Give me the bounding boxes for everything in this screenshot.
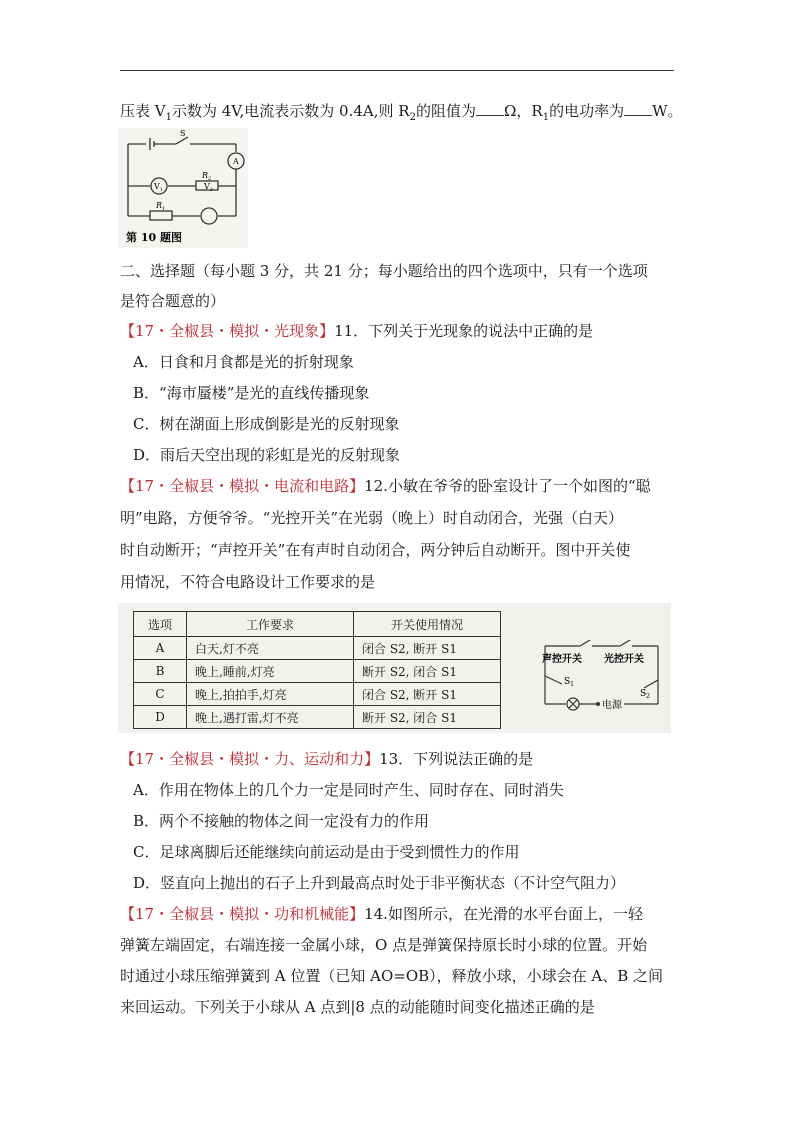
- s1-label: $S_1$: [564, 677, 574, 688]
- q12-text: 12.小敏在爷爷的卧室设计了一个如图的“聪: [364, 477, 651, 495]
- table-header: 选项: [134, 612, 187, 637]
- q10-part: 的电功率为: [549, 102, 625, 120]
- answer-blank[interactable]: [476, 101, 504, 116]
- section-header-line1: 二、选择题（每小题 3 分，共 21 分；每小题给出的四个选项中，只有一个选项: [120, 262, 648, 280]
- q11-tag: 【17・全椒县・模拟・光现象】: [120, 322, 335, 340]
- switch-lever: [620, 640, 630, 646]
- table-cell: 晚上,拍拍手,灯亮: [187, 683, 354, 706]
- table-header: 工作要求: [187, 612, 354, 637]
- terminal-dot: [596, 702, 600, 706]
- light-switch-label: 光控开关: [604, 654, 644, 665]
- ammeter-label: A: [233, 157, 239, 166]
- q12-tag: 【17・全椒县・模拟・电流和电路】: [120, 477, 365, 495]
- sound-switch-label: 声控开关: [542, 654, 582, 665]
- table-row: [134, 637, 501, 660]
- answer-blank[interactable]: [624, 101, 652, 116]
- figure-caption: 第 10 题图: [126, 231, 182, 244]
- q13-stem: [120, 749, 533, 769]
- q13-option-d: D．竖直向上抛出的石子上升到最高点时处于非平衡状态（不计空气阻力）: [133, 874, 626, 892]
- table-cell: 断开 S2, 闭合 S1: [354, 660, 501, 683]
- table-cell: 晚上,睡前,灯亮: [187, 660, 354, 683]
- q13-stem-text: 13．下列说法正确的是: [379, 750, 534, 768]
- circuit-figure-q12: [540, 640, 670, 716]
- q10-part: 压表 V: [120, 102, 166, 120]
- q13-option-a: A．作用在物体上的几个力一定是同时产生、同时存在、同时消失: [133, 781, 564, 799]
- q13-option-b: B．两个不接触的物体之间一定没有力的作用: [133, 812, 430, 830]
- figure-background: [118, 128, 248, 248]
- table-cell: C: [134, 683, 187, 706]
- v2-label: $V_2$: [204, 182, 213, 193]
- q11-option-b: B．“海市蜃楼”是光的直线传播现象: [133, 384, 370, 402]
- q14-text: 14.如图所示，在光滑的水平台面上，一轻: [364, 905, 643, 923]
- power-label: 电源: [602, 700, 622, 711]
- table-row: [134, 660, 501, 683]
- q14-line2: 弹簧左端固定，右端连接一金属小球，O 点是弹簧保持原长时小球的位置。开始: [120, 936, 648, 954]
- switch-lever: [580, 640, 590, 646]
- q12-line1: [120, 476, 651, 496]
- r1-label: $R_1$: [156, 201, 166, 212]
- v1-label: $V_1$: [154, 182, 163, 193]
- q10-part: 的阻值为: [415, 102, 476, 120]
- q10-sub: 1: [165, 112, 172, 123]
- q11-stem-text: 11．下列关于光现象的说法中正确的是: [334, 322, 594, 340]
- q11-option-a: A．日食和月食都是光的折射现象: [133, 353, 354, 371]
- q10-part: W。: [652, 102, 683, 120]
- q10-sub: 1: [542, 112, 550, 123]
- table-cell: 闭合 S2, 断开 S1: [354, 637, 501, 660]
- q10-part: 示数为 4V,电流表示数为 0.4A,则 R: [171, 102, 410, 120]
- q11-option-c: C．树在湖面上形成倒影是光的反射现象: [133, 415, 400, 433]
- table-header-row: [134, 612, 501, 637]
- table-row: [134, 683, 501, 706]
- q13-tag: 【17・全椒县・模拟・力、运动和力】: [120, 750, 380, 768]
- switch-s2-lever: [644, 680, 658, 688]
- circuit-figure-q10: [118, 128, 248, 248]
- q14-tag: 【17・全椒县・模拟・功和机械能】: [120, 905, 365, 923]
- q12-options-table: [133, 611, 501, 729]
- switch-label: S: [180, 129, 186, 138]
- table-row: [134, 706, 501, 729]
- r2-label: $R_2$: [202, 171, 212, 182]
- q10-text: [120, 101, 683, 128]
- table-cell: D: [134, 706, 187, 729]
- table-cell: 白天,灯不亮: [187, 637, 354, 660]
- q14-line4: 来回运动。下列关于小球从 A 点到|8 点的动能随时间变化描述正确的是: [120, 998, 595, 1016]
- table-cell: 晚上,遇打雷,灯不亮: [187, 706, 354, 729]
- q11-option-d: D．雨后天空出现的彩虹是光的反射现象: [133, 446, 401, 464]
- q12-line4: 用情况，不符合电路设计工作要求的是: [120, 573, 376, 591]
- table-cell: A: [134, 637, 187, 660]
- q12-line2: 明”电路，方便爷爷。“光控开关”在光弱（晚上）时自动闭合，光强（白天）: [120, 509, 624, 527]
- top-rule: [120, 70, 674, 71]
- table-cell: B: [134, 660, 187, 683]
- q11-stem: [120, 321, 593, 341]
- table-cell: 闭合 S2, 断开 S1: [354, 683, 501, 706]
- s2-label: $S_2$: [640, 689, 650, 700]
- q10-sub: 2: [409, 112, 416, 123]
- q13-option-c: C．足球离脚后还能继续向前运动是由于受到惯性力的作用: [133, 843, 520, 861]
- q10-part: Ω，R: [503, 102, 543, 120]
- q14-line1: [120, 904, 643, 924]
- table-header: 开关使用情况: [354, 612, 501, 637]
- table-cell: 断开 S2, 闭合 S1: [354, 706, 501, 729]
- switch-s1-lever: [545, 676, 562, 684]
- section-header-line2: 是符合题意的）: [120, 292, 226, 310]
- q14-line3: 时通过小球压缩弹簧到 A 位置（已知 AO=OB），释放小球，小球会在 A、B 之间: [120, 967, 664, 985]
- q12-line3: 时自动断开；“声控开关”在有声时自动闭合，两分钟后自动断开。图中开关使: [120, 541, 631, 559]
